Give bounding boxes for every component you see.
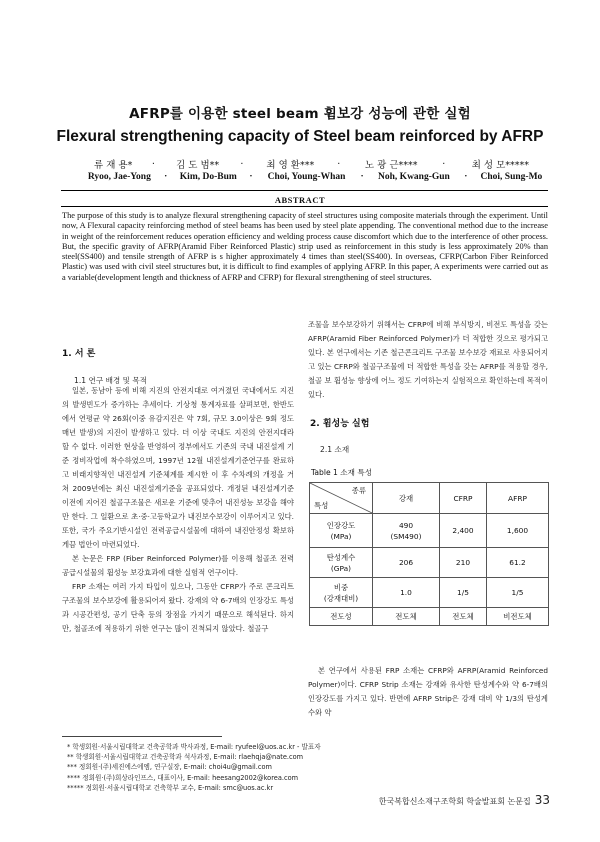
footnote: ***** 정회원·서울시립대학교 건축학부 교수, E-mail: smc@uos.ac.kr <box>67 783 274 792</box>
table-cell: 1/5 <box>439 578 486 608</box>
author-ko: 류 재 용* <box>94 160 133 171</box>
author-ko: 노 광 근**** <box>364 160 418 171</box>
table-cell: 1.0 <box>373 578 440 608</box>
table-header-row <box>310 483 549 514</box>
paragraph: 조물을 보수보강하기 위해서는 CFRP에 비해 부식방지, 비전도 특성을 갖는 AFRP(Aramid Fiber Reinforced Polymer)가 더 적합한 것으로 평가되고 있다. 본 연구에서는 기존 철근콘크리트 구조물 보수보강 재료로 사용되어지고 있는 CFRP와 철골구조물에 더 적합한 특성을 갖는 AFRP를 적용할 경우, 철골 보 휨성능 향상에 어느 정도 기여하는지 실험적으로 확인하는데 목적이 있다. <box>308 320 548 399</box>
row-label: 전도성 <box>310 608 373 626</box>
abstract-heading: ABSTRACT <box>274 195 326 205</box>
table-cell: 206 <box>373 548 440 578</box>
cell-text: 490 (SM490) <box>390 520 422 541</box>
author-separator: · <box>249 172 253 182</box>
section2-heading: 2. 휨성능 실험 <box>310 419 370 429</box>
author-separator: · <box>360 172 364 182</box>
table-caption: Table 1 소재 특성 <box>311 468 373 477</box>
table-row <box>310 514 549 548</box>
author-en: Noh, Kwang-Gun <box>378 172 450 182</box>
corner-bottom-label: 특성 <box>314 501 329 510</box>
footnote-rule <box>62 736 222 737</box>
table-column-header: AFRP <box>486 483 548 514</box>
paragraph: 본 논문은 FRP (Fiber Reinforced Polymer)를 이용해 철골조 전력공급시설물의 휨성능 보강효과에 대한 실험적 연구이다. <box>62 554 294 577</box>
footnote: **** 정회원·(주)희상라인프스, 대표이사, E-mail: heesang2002@korea.com <box>67 773 299 782</box>
abstract-text: The purpose of this study is to analyze flexural strengthening capacity of steel structures using composite materials through the experiment. Until now, A Flexural capacity reinforcing method of steel beams has been used by steel plate appending. The conventional method due to the increase in weight of the reinforcement reduces operation efficiency and welding process cause discomfort which due to the interference of other process. But, the specific gravity of AFRP(Aramid Fiber Reinforced Plastic) strip used as reinforcement in this study is less approximately 20% than steel(SS400) and tensile strength of AFRP is s higher approximately 4 times than steel(SS400). In overseas, CFRP(Carbon Fiber Reinforced Plastic) was used with civil steel structures but, it is difficult to find examples of applying AFRP. In this paper, A experiments were carried out as a variable(development length and thickness of AFRP and CFRP) for flexural strengthening of steel structures. <box>62 211 548 282</box>
author-separator: · <box>464 172 468 182</box>
abstract-top-rule <box>61 190 548 191</box>
author-separator: · <box>240 158 244 170</box>
footnote: ** 학생회원·서울시립대학교 건축공학과 석사과정, E-mail: rlaehqja@nate.com <box>67 753 304 762</box>
section1-subheading: 1.1 연구 배경 및 목적 <box>74 376 148 385</box>
footnote: * 학생회원·서울시립대학교 건축공학과 박사과정, E-mail: ryufeel@uos.ac.kr - 발표자 <box>67 743 321 751</box>
table-corner-cell <box>310 483 373 514</box>
author-en: Kim, Do-Bum <box>179 172 237 182</box>
author-separator: · <box>337 158 341 170</box>
author-en: Choi, Young-Whan <box>267 172 346 182</box>
page-footer <box>330 793 550 807</box>
authors-korean <box>80 157 550 171</box>
author-ko: 최 영 환*** <box>266 160 315 171</box>
title-english: Flexural strengthening capacity of Steel beam reinforced by AFRP <box>56 128 544 145</box>
table-cell: 61.2 <box>486 548 548 578</box>
table-cell: 1,600 <box>486 514 548 548</box>
journal-name: 한국복합신소재구조학회 학술발표회 논문집 <box>378 797 531 806</box>
authors-english <box>80 172 550 182</box>
row-label <box>310 548 373 578</box>
author-separator: · <box>151 158 155 170</box>
paragraph: FRP 소재는 여러 가지 타입이 있으나, 그동안 CFRP가 주로 콘크리트 구조물의 보수보강에 활용되어져 왔다. 강재의 약 6-7배의 인장강도 특성과 시공간편성, 공기 단축 등의 장점을 가지기 때문으로 해석된다. 하지만, 철골조에 적용하기 위한 연구는 많이 진척되지 않았다. 철골구 <box>62 582 294 633</box>
author-separator: · <box>442 158 446 170</box>
paragraph: 본 연구에서 사용된 FRP 소재는 CFRP와 AFRP(Aramid Reinforced Polymer)이다. CFRP Strip 소재는 강재와 유사한 탄성계수와 약 6-7배의 인장강도를 가지고 있다. 반면에 AFRP Strip은 강재 대비 약 1/3의 탄성계수와 약 <box>308 666 548 717</box>
table-cell: 전도체 <box>439 608 486 626</box>
footnote: *** 정회원·(주)세진에스에엠, 연구실장, E-mail: choi4u@gmail.com <box>67 763 272 772</box>
section1-body-continued <box>308 318 548 402</box>
page-number: 33 <box>534 793 550 807</box>
table-cell: 2,400 <box>439 514 486 548</box>
author-ko: 최 성 모***** <box>471 160 530 171</box>
table-row <box>310 548 549 578</box>
paragraph: 일본, 동남아 등에 비해 지진의 안전지대로 여겨졌던 국내에서도 지진의 발생빈도가 증가하는 추세이다. 기상청 통계자료를 살펴보면, 한반도에서 연평균 약 26회(이중 유감지진은 약 7회, 규모 3.0이상은 9회 정도 매년 발생)의 지진이 발생하고 있다. 더 이상 국내도 지진의 안전지대라 할 수 없다. 이러한 현상을 반영하여 정부에서도 기존의 국내 내진설계 기준 정비작업에 착수하였으며, 1997년 12월 내진설계기준연구를 완료하고 비래지향적인 내진설계 기준체계를 제시한 이 후 수차례의 개정을 거쳐 2009년에는 최신 내진설계기준을 공표되었다. 개정된 내진설계기준 이전에 지어진 철골구조물은 새로운 기준에 맞추어 내진성능 보강을 해야만 한다. 그 일환으로 초·중·고등학교가 내진보수보강이 이루어지고 있다. 또한, 국가 주요기반시설인 전력공급시설물에 대하여 내진안정성 확보하게끔 법안이 마련되었다. <box>62 386 294 549</box>
table-cell: 전도체 <box>373 608 440 626</box>
section2-body <box>308 664 548 720</box>
author-en: Ryoo, Jae-Yong <box>87 172 151 182</box>
row-label-text: 탄성계수 (GPa) <box>326 552 356 573</box>
table-cell: 1/5 <box>486 578 548 608</box>
section1-body <box>62 384 294 636</box>
author-separator: · <box>164 172 168 182</box>
row-label-text: 비중 (강재대비) <box>323 582 359 603</box>
table-cell: 210 <box>439 548 486 578</box>
section2-subheading: 2.1 소재 <box>320 445 350 454</box>
row-label <box>310 578 373 608</box>
material-properties-table <box>309 482 549 626</box>
title-korean: AFRP를 이용한 steel beam 휨보강 성능에 관한 실험 <box>129 106 471 122</box>
author-en: Choi, Sung-Mo <box>480 172 543 182</box>
row-label-text: 인장강도 (MPa) <box>326 520 356 541</box>
section1-heading: 1. 서 론 <box>62 349 96 359</box>
table-cell <box>373 514 440 548</box>
table-row <box>310 608 549 626</box>
corner-top-label: 종류 <box>351 486 366 495</box>
footnotes <box>67 742 517 793</box>
row-label <box>310 514 373 548</box>
table-row <box>310 578 549 608</box>
abstract-heading-rule <box>61 206 548 207</box>
author-ko: 김 도 범** <box>176 160 220 171</box>
table-column-header: CFRP <box>439 483 486 514</box>
table-column-header: 강재 <box>373 483 440 514</box>
table-cell: 비전도체 <box>486 608 548 626</box>
